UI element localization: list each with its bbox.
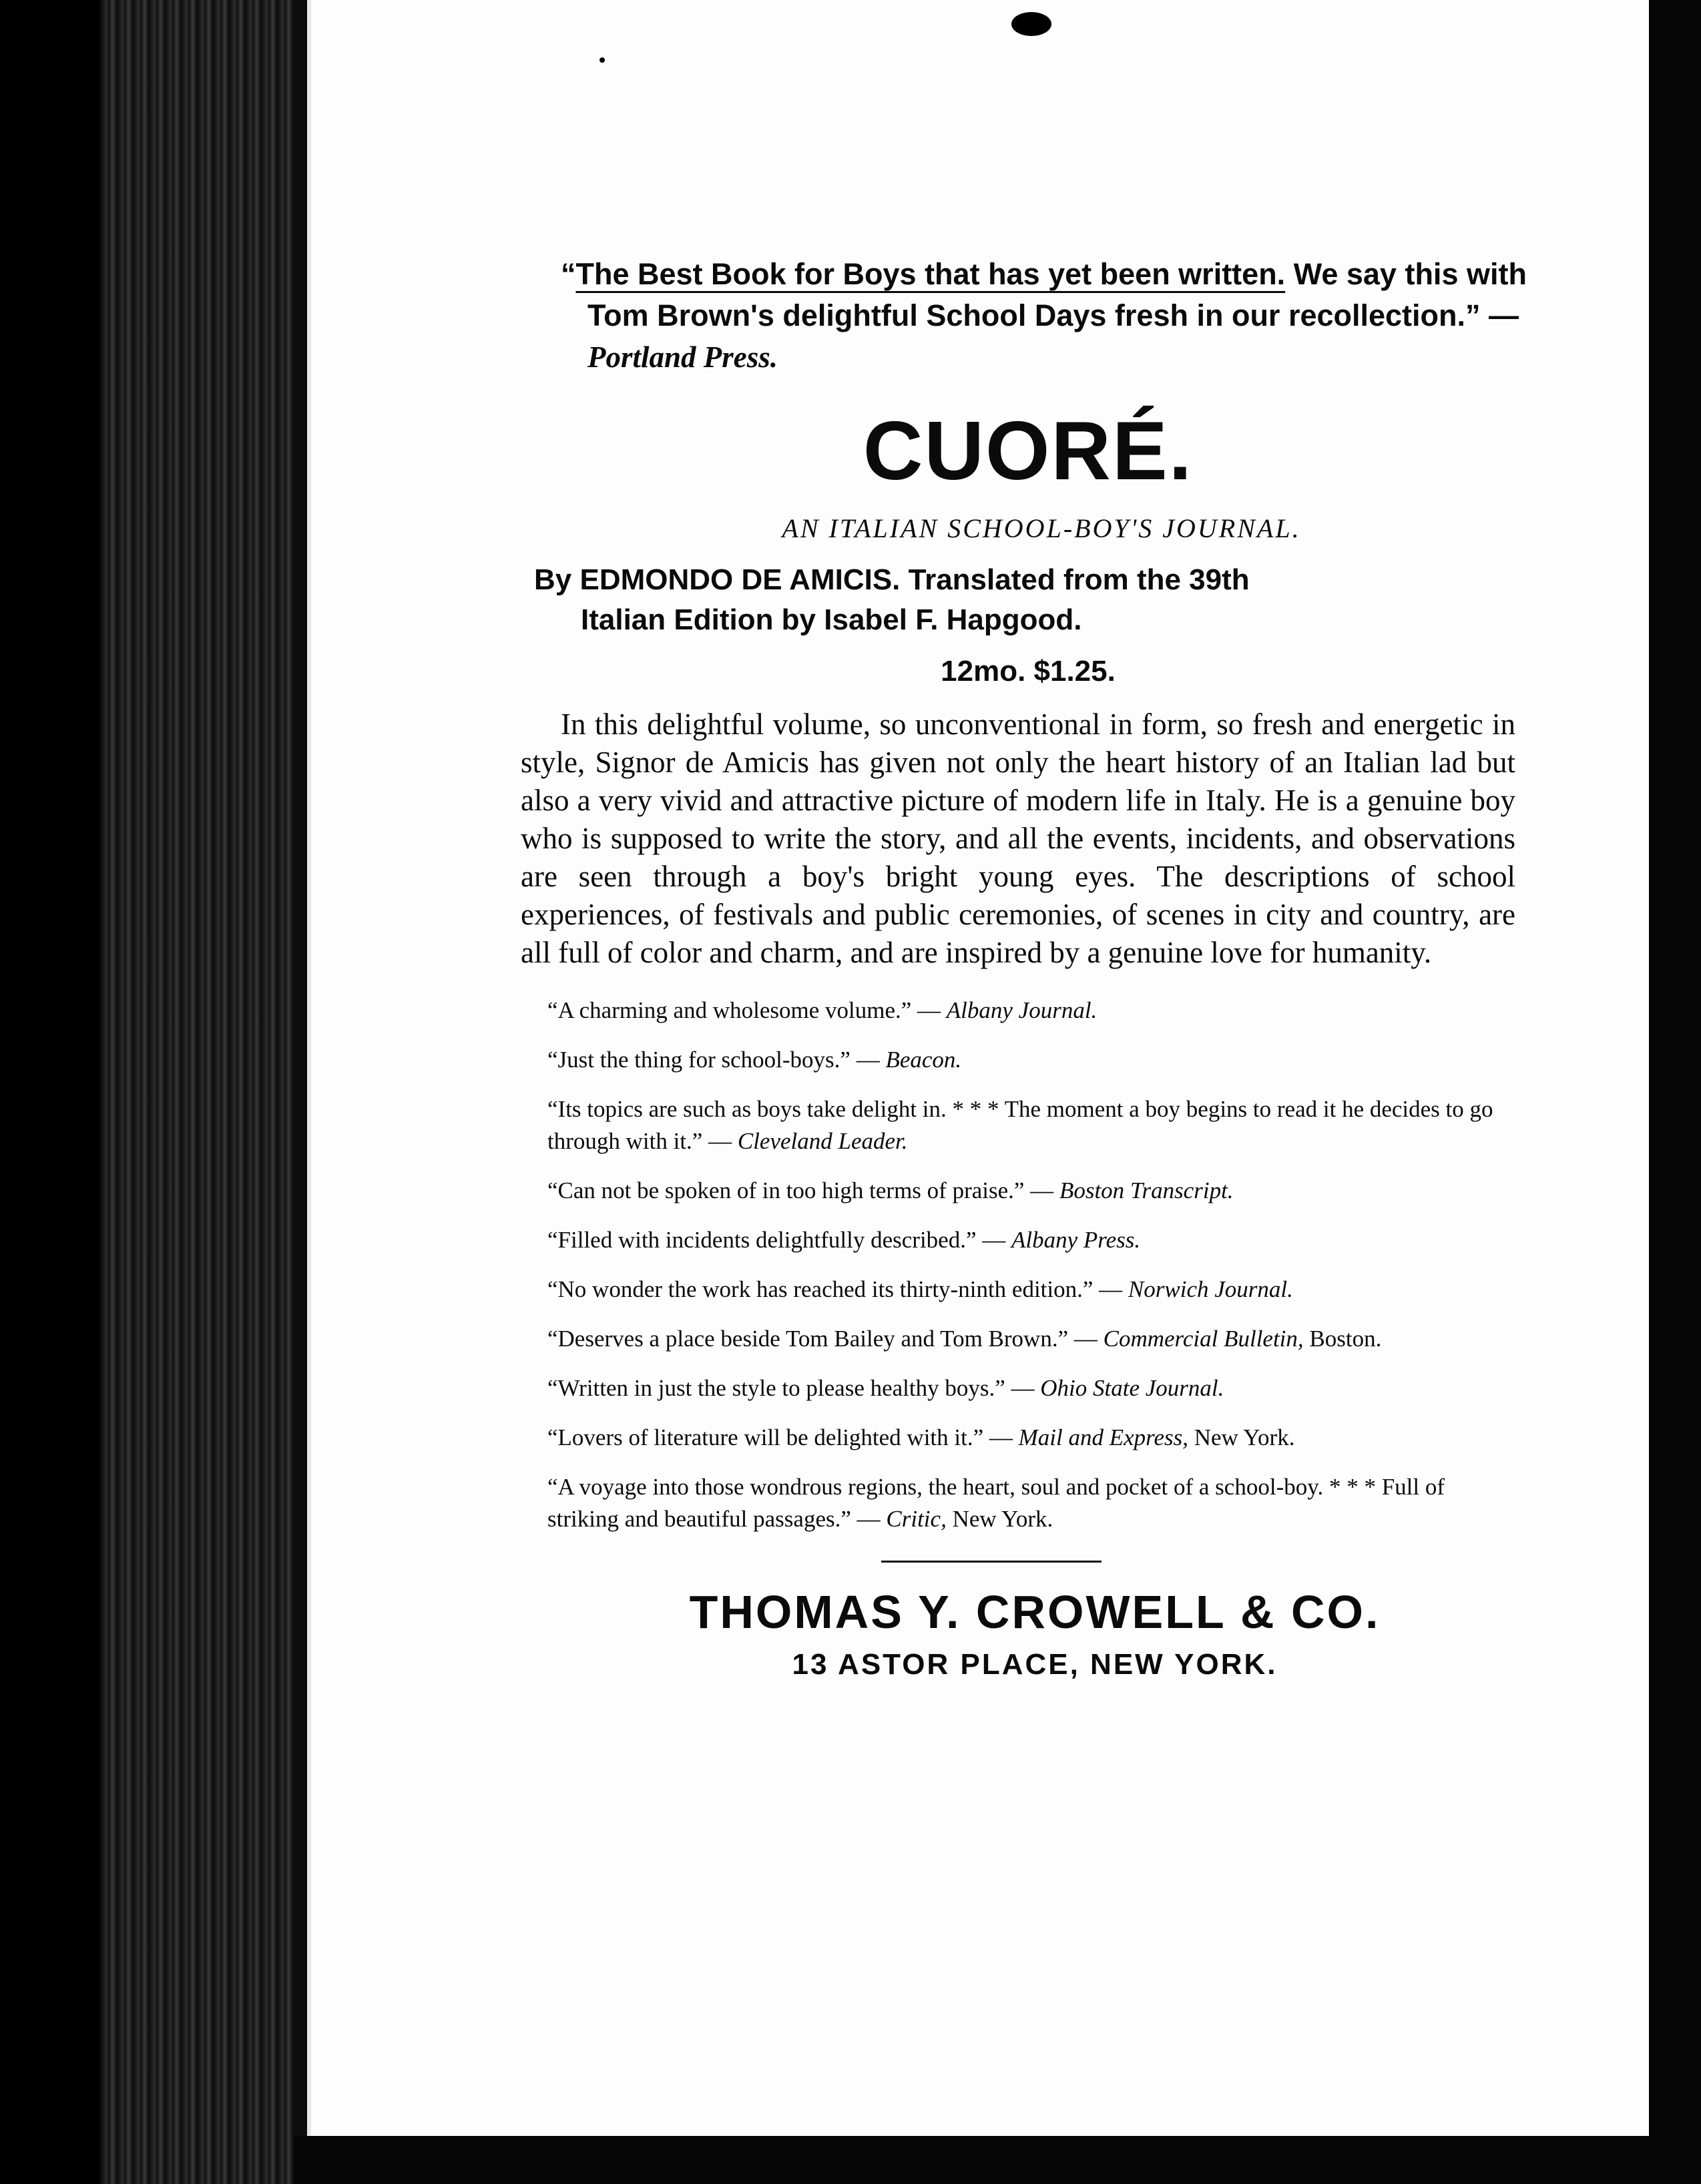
header-quote-underlined: The Best Book for Boys that has yet been written. bbox=[575, 257, 1286, 291]
review-text: “A charming and wholesome volume.” — bbox=[547, 997, 947, 1023]
review-source: Cleveland Leader. bbox=[737, 1128, 908, 1154]
review-item bbox=[507, 1422, 1509, 1454]
book-subtitle: AN ITALIAN SCHOOL-BOY'S JOURNAL. bbox=[782, 513, 1301, 543]
review-tail: New York. bbox=[1188, 1424, 1295, 1450]
review-text: “Can not be spoken of in too high terms of praise.” — bbox=[547, 1177, 1059, 1203]
header-quote bbox=[507, 254, 1549, 378]
book-spine bbox=[100, 0, 314, 2184]
review-text: “A voyage into those wondrous regions, the heart, soul and pocket of a school-boy. * * * Full of striking and beautiful passages.” — bbox=[547, 1474, 1445, 1532]
review-item bbox=[507, 1044, 1509, 1076]
review-text: “Filled with incidents delightfully described.” — bbox=[547, 1227, 1011, 1253]
review-item bbox=[507, 1372, 1509, 1404]
review-source: Ohio State Journal. bbox=[1040, 1375, 1224, 1401]
page-right-edge bbox=[1649, 0, 1701, 2184]
review-text: “No wonder the work has reached its thirty-ninth edition.” — bbox=[547, 1276, 1128, 1302]
review-source: Beacon. bbox=[885, 1047, 962, 1073]
publisher-address: 13 ASTOR PLACE, NEW YORK. bbox=[792, 1648, 1278, 1681]
byline-line-1: By EDMONDO DE AMICIS. Translated from the 39th bbox=[534, 563, 1250, 596]
ink-blot bbox=[1011, 12, 1051, 36]
quote-mark: “ bbox=[561, 257, 576, 291]
divider-rule bbox=[881, 1561, 1102, 1563]
review-text: “Just the thing for school-boys.” — bbox=[547, 1047, 886, 1073]
header-quote-rest: We say this with Tom Brown's delightful School Days fresh in our recollection.” — bbox=[587, 257, 1527, 332]
review-source: Boston Transcript. bbox=[1059, 1177, 1234, 1203]
review-text: “Written in just the style to please healthy boys.” — bbox=[547, 1375, 1041, 1401]
description-paragraph: In this delightful volume, so unconventional in form, so fresh and energetic in style, Signor de Amicis has given not only the heart history of an Italian lad but also a very vivid and attractive picture of modern life in Italy. He is a genuine boy who is supposed to write the story, and all the events, incidents, and observations are seen through a boy's bright young eyes. The descriptions of school experiences, of festivals and public ceremonies, of scenes in city and country, are all full of color and charm, and are inspired by a genuine love for humanity. bbox=[521, 708, 1515, 969]
byline bbox=[534, 560, 1549, 640]
header-quote-source: Portland Press. bbox=[587, 340, 778, 374]
review-item bbox=[507, 1274, 1509, 1306]
review-item bbox=[507, 1093, 1509, 1157]
publisher-name: THOMAS Y. CROWELL & CO. bbox=[689, 1586, 1381, 1638]
review-tail: New York. bbox=[946, 1506, 1053, 1532]
review-list bbox=[507, 995, 1549, 1535]
review-source: Norwich Journal. bbox=[1128, 1276, 1293, 1302]
review-source: Critic, bbox=[886, 1506, 947, 1532]
page-bottom-edge bbox=[294, 2136, 1701, 2184]
review-text: “Deserves a place beside Tom Bailey and Tom Brown.” — bbox=[547, 1326, 1104, 1352]
review-source: Mail and Express, bbox=[1018, 1424, 1188, 1450]
ink-speck bbox=[599, 57, 605, 63]
book-title: CUORÉ. bbox=[863, 405, 1194, 497]
review-tail: Boston. bbox=[1303, 1326, 1382, 1352]
review-item bbox=[507, 1323, 1509, 1355]
review-source: Albany Press. bbox=[1011, 1227, 1141, 1253]
review-item bbox=[507, 995, 1509, 1027]
review-item bbox=[507, 1175, 1509, 1207]
review-item bbox=[507, 1471, 1509, 1535]
review-item bbox=[507, 1224, 1509, 1256]
review-text: “Its topics are such as boys take delight in. * * * The moment a boy begins to read it he decides to go through with it.” — bbox=[547, 1096, 1493, 1154]
review-source: Albany Journal. bbox=[946, 997, 1098, 1023]
byline-line-2: Italian Edition by Isabel F. Hapgood. bbox=[581, 603, 1082, 636]
advertisement bbox=[507, 254, 1549, 1681]
review-text: “Lovers of literature will be delighted with it.” — bbox=[547, 1424, 1019, 1450]
review-source: Commercial Bulletin, bbox=[1103, 1326, 1304, 1352]
price: 12mo. $1.25. bbox=[941, 655, 1116, 688]
